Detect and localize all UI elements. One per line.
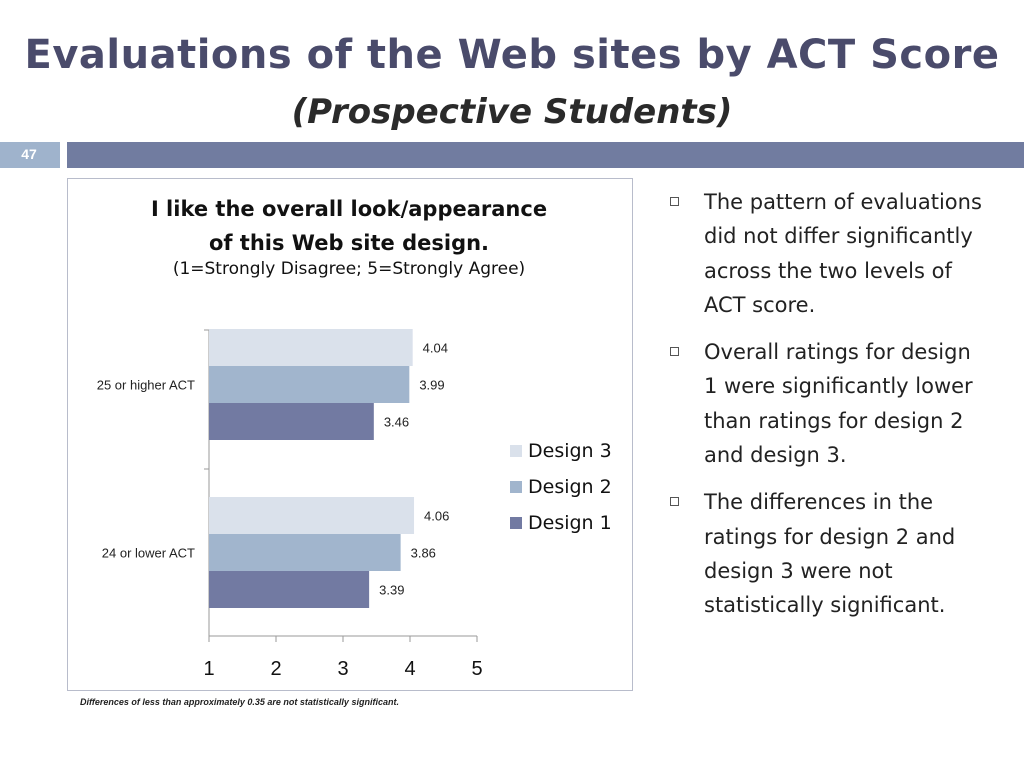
x-tick-label: 5 (471, 658, 483, 680)
square-bullet-icon (670, 347, 679, 356)
legend-swatch (510, 481, 522, 493)
data-label: 3.39 (379, 582, 405, 598)
x-tick-label: 1 (203, 658, 215, 680)
x-tick-label: 4 (404, 658, 416, 680)
bullet-text: Overall ratings for design 1 were significantly lower than ratings for design 2 and design 3. (704, 340, 973, 468)
bar (209, 497, 414, 534)
chart-title-line2: of this Web site design. (208, 231, 490, 255)
bullet-item (666, 185, 986, 322)
data-label: 3.46 (383, 414, 410, 430)
legend-label: Design 2 (528, 476, 612, 498)
square-bullet-icon (670, 197, 679, 206)
bar (209, 571, 369, 608)
data-label: 4.06 (424, 508, 450, 524)
bullet-item (666, 485, 986, 622)
chart-subtitle: (1=Strongly Disagree; 5=Strongly Agree) (172, 259, 526, 279)
bar (209, 534, 401, 571)
data-label: 3.99 (419, 377, 445, 393)
bullet-list (666, 185, 986, 636)
data-label: 3.86 (410, 545, 436, 561)
x-tick-label: 3 (337, 658, 349, 680)
slide-number: 47 (21, 146, 37, 162)
bullet-text: The differences in the ratings for design 2 and design 3 were not statistically significant. (704, 490, 956, 618)
bullet-item (666, 335, 986, 472)
legend-swatch (510, 445, 522, 457)
footnote: Differences of less than approximately 0.35 are not statistically significant. (80, 697, 399, 707)
slide-subtitle: (Prospective Students) (291, 92, 733, 132)
bar (209, 366, 409, 403)
bar (209, 329, 413, 366)
chart-title-line1: I like the overall look/appearance (150, 197, 548, 221)
legend-swatch (510, 517, 522, 529)
slide-title: Evaluations of the Web sites by ACT Score (24, 32, 1000, 78)
square-bullet-icon (670, 497, 679, 506)
bar (209, 403, 374, 440)
legend-label: Design 1 (528, 512, 612, 534)
category-label: 24 or lower ACT (101, 545, 195, 561)
x-tick-label: 2 (270, 658, 282, 680)
category-label: 25 or higher ACT (96, 377, 195, 393)
bullet-text: The pattern of evaluations did not differ significantly across the two levels of ACT score. (704, 190, 982, 317)
legend-label: Design 3 (528, 440, 612, 462)
data-label: 4.04 (422, 340, 448, 356)
